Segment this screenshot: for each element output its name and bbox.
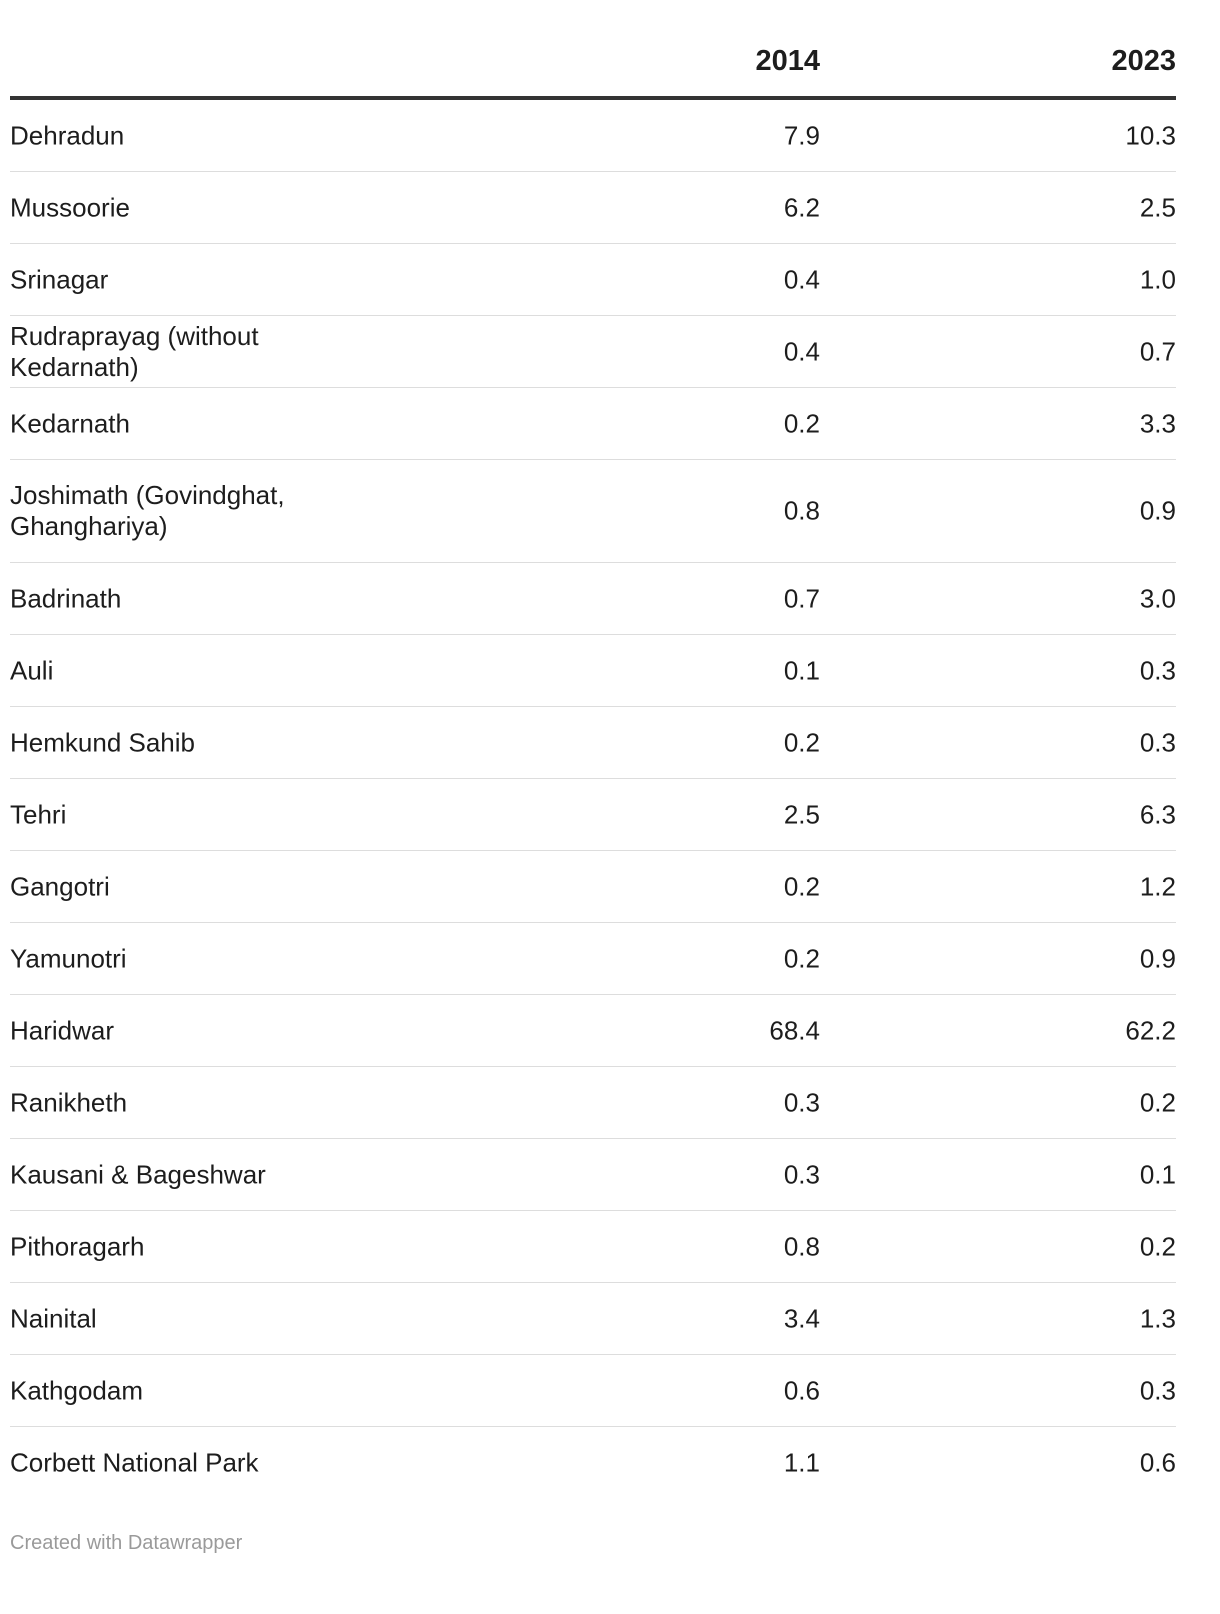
value-2014: 0.4 bbox=[783, 264, 820, 294]
row-label: Kedarnath bbox=[10, 408, 130, 438]
value-2023: 0.3 bbox=[1139, 1375, 1176, 1405]
table-row bbox=[10, 995, 1176, 1067]
row-label: Mussoorie bbox=[10, 192, 130, 222]
value-2023: 0.1 bbox=[1139, 1159, 1176, 1189]
row-label: Kathgodam bbox=[10, 1375, 143, 1405]
value-2023: 1.2 bbox=[1139, 871, 1176, 901]
row-label: Dehradun bbox=[10, 120, 125, 150]
table-body bbox=[10, 100, 1176, 1498]
value-2014: 68.4 bbox=[769, 1015, 820, 1045]
value-2014: 7.9 bbox=[783, 120, 820, 150]
value-2014: 0.7 bbox=[783, 583, 820, 613]
value-2014: 6.2 bbox=[783, 192, 820, 222]
column-header-2014[interactable]: 2014 bbox=[755, 45, 820, 77]
table-row bbox=[10, 635, 1176, 707]
value-2023: 3.3 bbox=[1139, 408, 1176, 438]
value-2023: 0.2 bbox=[1139, 1087, 1176, 1117]
value-2023: 0.3 bbox=[1139, 727, 1176, 757]
table-row bbox=[10, 388, 1176, 460]
value-2023: 6.3 bbox=[1139, 799, 1176, 829]
value-2023: 1.3 bbox=[1139, 1303, 1176, 1333]
row-label: Badrinath bbox=[10, 583, 122, 613]
value-2023: 0.9 bbox=[1139, 495, 1176, 526]
value-2023: 0.3 bbox=[1139, 655, 1176, 685]
row-label: Gangotri bbox=[10, 871, 110, 901]
value-2014: 1.1 bbox=[783, 1447, 820, 1477]
value-2014: 3.4 bbox=[783, 1303, 820, 1333]
value-2023: 62.2 bbox=[1125, 1015, 1176, 1045]
table-row bbox=[10, 923, 1176, 995]
row-label: Tehri bbox=[10, 799, 67, 829]
value-2014: 0.2 bbox=[783, 871, 820, 901]
table-row bbox=[10, 1211, 1176, 1283]
value-2014: 0.2 bbox=[783, 943, 820, 973]
value-2014: 0.2 bbox=[783, 727, 820, 757]
row-label: Nainital bbox=[10, 1303, 97, 1333]
table-row bbox=[10, 100, 1176, 172]
row-label: Ranikheth bbox=[10, 1087, 128, 1117]
row-label: Pithoragarh bbox=[10, 1231, 145, 1261]
value-2023: 0.6 bbox=[1139, 1447, 1176, 1477]
value-2023: 3.0 bbox=[1139, 583, 1176, 613]
value-2014: 0.3 bbox=[783, 1159, 820, 1189]
table-row bbox=[10, 1355, 1176, 1427]
table-row bbox=[10, 316, 1176, 388]
table-row bbox=[10, 707, 1176, 779]
table-row bbox=[10, 563, 1176, 635]
row-label: Rudraprayag (without Kedarnath) bbox=[10, 320, 259, 382]
row-label: Haridwar bbox=[10, 1015, 115, 1045]
value-2014: 0.4 bbox=[783, 336, 820, 366]
table-row bbox=[10, 779, 1176, 851]
row-label: Hemkund Sahib bbox=[10, 727, 195, 757]
value-2023: 1.0 bbox=[1139, 264, 1176, 294]
table-row bbox=[10, 851, 1176, 923]
table-row bbox=[10, 1283, 1176, 1355]
row-label: Auli bbox=[10, 655, 54, 685]
table-row bbox=[10, 1427, 1176, 1498]
row-label: Yamunotri bbox=[10, 943, 127, 973]
column-header-2023[interactable]: 2023 bbox=[1111, 45, 1176, 77]
data-table bbox=[10, 0, 1176, 1498]
value-2023: 2.5 bbox=[1139, 192, 1176, 222]
value-2014: 0.2 bbox=[783, 408, 820, 438]
datawrapper-credit[interactable]: Created with Datawrapper bbox=[10, 1532, 243, 1554]
value-2014: 0.3 bbox=[783, 1087, 820, 1117]
value-2014: 0.6 bbox=[783, 1375, 820, 1405]
value-2023: 0.2 bbox=[1139, 1231, 1176, 1261]
row-label: Joshimath (Govindghat, Ghanghariya) bbox=[10, 480, 285, 541]
value-2023: 0.7 bbox=[1139, 336, 1176, 366]
value-2014: 0.8 bbox=[783, 495, 820, 526]
value-2014: 2.5 bbox=[783, 799, 820, 829]
table-row bbox=[10, 1139, 1176, 1211]
table-header bbox=[10, 0, 1176, 100]
value-2014: 0.8 bbox=[783, 1231, 820, 1261]
value-2023: 0.9 bbox=[1139, 943, 1176, 973]
table-row bbox=[10, 460, 1176, 563]
row-label: Kausani & Bageshwar bbox=[10, 1159, 266, 1189]
table-row bbox=[10, 1067, 1176, 1139]
value-2014: 0.1 bbox=[783, 655, 820, 685]
row-label: Srinagar bbox=[10, 264, 109, 294]
table-row bbox=[10, 172, 1176, 244]
row-label: Corbett National Park bbox=[10, 1447, 259, 1477]
table-row bbox=[10, 244, 1176, 316]
value-2023: 10.3 bbox=[1125, 120, 1176, 150]
